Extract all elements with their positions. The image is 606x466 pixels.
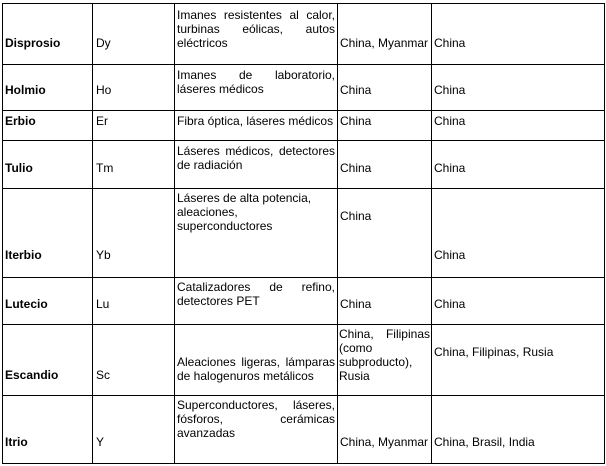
element-symbol: Ho xyxy=(96,83,112,97)
grid-line xyxy=(2,277,605,278)
element-uses: Superconductores, láseres, fósforos, cerámicas avanzadas xyxy=(177,398,335,440)
grid-line xyxy=(2,395,605,396)
element-name: Tulio xyxy=(5,161,33,175)
element-symbol: Y xyxy=(96,435,105,449)
grid-line xyxy=(2,110,605,111)
element-symbol: Yb xyxy=(96,248,111,262)
element-uses: Láseres médicos, detectores de radiación xyxy=(177,144,335,172)
element-uses: Catalizadores de refino, detectores PET xyxy=(177,280,335,308)
element-uses: Fibra óptica, láseres médicos xyxy=(177,114,334,128)
producers: China, Myanmar xyxy=(340,36,429,50)
element-name: Erbio xyxy=(5,114,36,128)
producers: China xyxy=(340,209,372,223)
reserves: China xyxy=(434,36,466,50)
grid-line xyxy=(2,3,605,4)
element-name: Escandio xyxy=(5,368,59,382)
reserves: China, Brasil, India xyxy=(434,435,535,449)
grid-line xyxy=(2,324,605,325)
element-symbol: Dy xyxy=(96,36,111,50)
reserves: China xyxy=(434,297,466,311)
element-symbol: Er xyxy=(96,114,108,128)
producers: China xyxy=(340,83,372,97)
grid-line xyxy=(2,188,605,189)
element-name: Itrio xyxy=(5,435,28,449)
element-name: Holmio xyxy=(5,83,46,97)
reserves: China xyxy=(434,114,466,128)
reserves: China, Filipinas, Rusia xyxy=(434,345,554,359)
element-symbol: Tm xyxy=(96,161,114,175)
reserves: China xyxy=(434,83,466,97)
element-uses: Láseres de alta potencia, aleaciones, superconductores xyxy=(177,191,312,233)
element-symbol: Sc xyxy=(96,368,111,382)
element-name: Disprosio xyxy=(5,36,61,50)
grid-line xyxy=(2,463,605,464)
reserves: China xyxy=(434,248,466,262)
grid-line xyxy=(2,64,605,65)
element-name: Lutecio xyxy=(5,297,48,311)
producers: China, Filipinas (como subproducto), Rusia xyxy=(339,327,430,383)
producers: China xyxy=(340,161,372,175)
reserves: China xyxy=(434,161,466,175)
element-uses: Imanes de laboratorio, láseres médicos xyxy=(177,68,335,96)
element-uses: Imanes resistentes al calor, turbinas eólicas, autos eléctricos xyxy=(177,8,335,50)
element-name: Iterbio xyxy=(5,248,42,262)
producers: China xyxy=(340,114,372,128)
element-symbol: Lu xyxy=(96,297,110,311)
element-uses: Aleaciones ligeras, lámparas de halogenuros metálicos xyxy=(177,355,335,383)
producers: China xyxy=(340,297,372,311)
producers: China, Myanmar xyxy=(340,435,429,449)
grid-line xyxy=(2,140,605,141)
